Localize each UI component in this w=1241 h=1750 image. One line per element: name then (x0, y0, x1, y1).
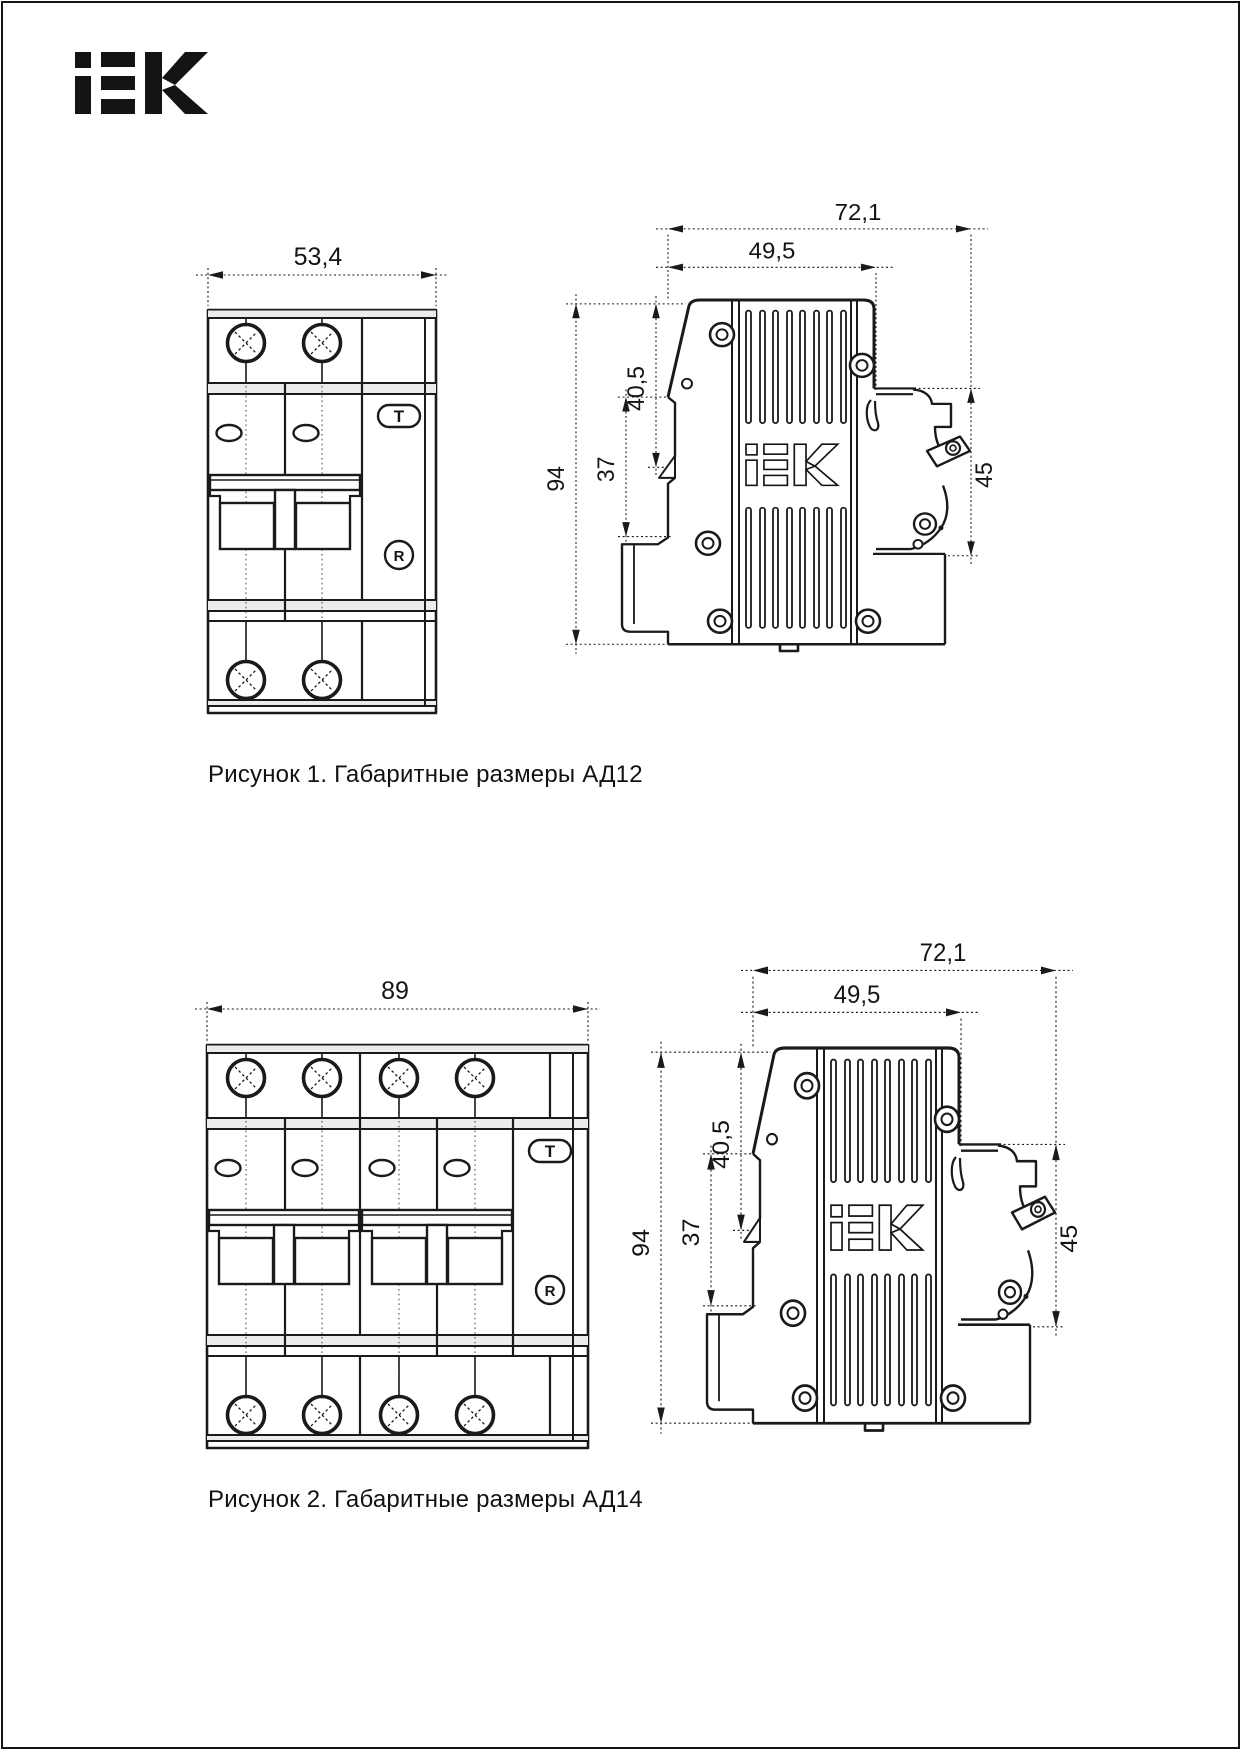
screw-terminal-icon (228, 325, 265, 362)
dim-label-clip-window: 37 (592, 456, 620, 483)
breaker-front-body (207, 1045, 588, 1448)
rivet-icon (795, 1073, 819, 1098)
rail-center-marker (744, 1218, 760, 1242)
spring-slot (867, 400, 879, 430)
indicator-window (217, 425, 242, 441)
breaker-side-body (622, 300, 970, 651)
toggle-lever (362, 1210, 512, 1284)
rivet-icon (710, 323, 734, 346)
dim-label-body-depth: 49,5 (748, 238, 796, 264)
test-button (378, 405, 420, 427)
indicator-window (216, 1160, 241, 1176)
rivet-icon (696, 532, 720, 555)
side-dimensions (628, 940, 1082, 1434)
dim-label-height: 94 (542, 466, 570, 492)
rivet-icon (708, 610, 732, 633)
iek-logo-glyph (75, 52, 208, 114)
test-button (529, 1140, 571, 1162)
breaker-side-body (707, 1048, 1055, 1431)
test-button-label: T (544, 1142, 556, 1161)
dimension-width-89 (195, 977, 600, 1041)
dim-label-upper-front: 40,5 (708, 1119, 735, 1169)
indicator-window (294, 425, 319, 441)
screw-terminal-icon (304, 662, 341, 699)
spring-slot (952, 1157, 964, 1190)
reset-marker (536, 1276, 564, 1304)
rivet-icon (850, 354, 874, 377)
rivet-icon (793, 1385, 817, 1410)
indicator-window (370, 1160, 395, 1176)
dim-label-height: 94 (628, 1228, 655, 1257)
dim-label-body-depth: 49,5 (833, 981, 881, 1010)
dim-label-rail-section: 45 (970, 462, 998, 488)
rivet-icon (781, 1301, 805, 1326)
toggle-lever (210, 475, 360, 549)
breaker-front-body (208, 310, 436, 713)
screw-terminal-icon (228, 1060, 265, 1097)
screw-terminal-icon (381, 1060, 418, 1097)
dim-label-overall-depth: 72,1 (919, 939, 967, 968)
dim-label-clip-window: 37 (678, 1218, 705, 1247)
screw-terminal-icon (304, 325, 341, 362)
dim-label-front-width: 53,4 (293, 243, 343, 271)
rivet-icon (935, 1107, 959, 1132)
dimension-width-53-4 (196, 243, 448, 306)
dim-label-rail-section: 45 (1056, 1224, 1083, 1253)
rivet-icon (856, 610, 880, 633)
figure1-side-view (518, 200, 1038, 700)
iek-embossed-logo (746, 444, 838, 485)
reset-marker-label: R (544, 1283, 556, 1300)
test-button-label: T (393, 407, 405, 426)
figure2-side-view (603, 939, 1123, 1484)
rail-center-marker (659, 456, 675, 478)
dim-label-overall-depth: 72,1 (834, 200, 882, 226)
screw-terminal-icon (228, 662, 265, 699)
iek-logo (75, 52, 215, 114)
screw-terminal-icon (457, 1397, 494, 1434)
screw-terminal-icon (381, 1397, 418, 1434)
figure2-caption: Рисунок 2. Габаритные размеры АД14 (208, 1486, 643, 1513)
figure2-front-view (187, 950, 607, 1460)
iek-embossed-logo (831, 1205, 923, 1250)
screw-terminal-icon (304, 1397, 341, 1434)
side-dimensions (543, 200, 998, 654)
indicator-window (293, 1160, 318, 1176)
reset-marker-label: R (393, 548, 405, 565)
indicator-window (445, 1160, 470, 1176)
dim-label-front-width: 89 (381, 977, 409, 1005)
screw-terminal-icon (228, 1397, 265, 1434)
rivet-icon (941, 1385, 965, 1410)
dim-label-upper-front: 40,5 (622, 366, 650, 411)
reset-marker (385, 541, 413, 569)
screw-terminal-icon (457, 1060, 494, 1097)
screw-terminal-icon (304, 1060, 341, 1097)
figure1-front-view (192, 228, 452, 728)
toggle-lever (209, 1210, 359, 1284)
figure1-caption: Рисунок 1. Габаритные размеры АД12 (208, 761, 643, 788)
